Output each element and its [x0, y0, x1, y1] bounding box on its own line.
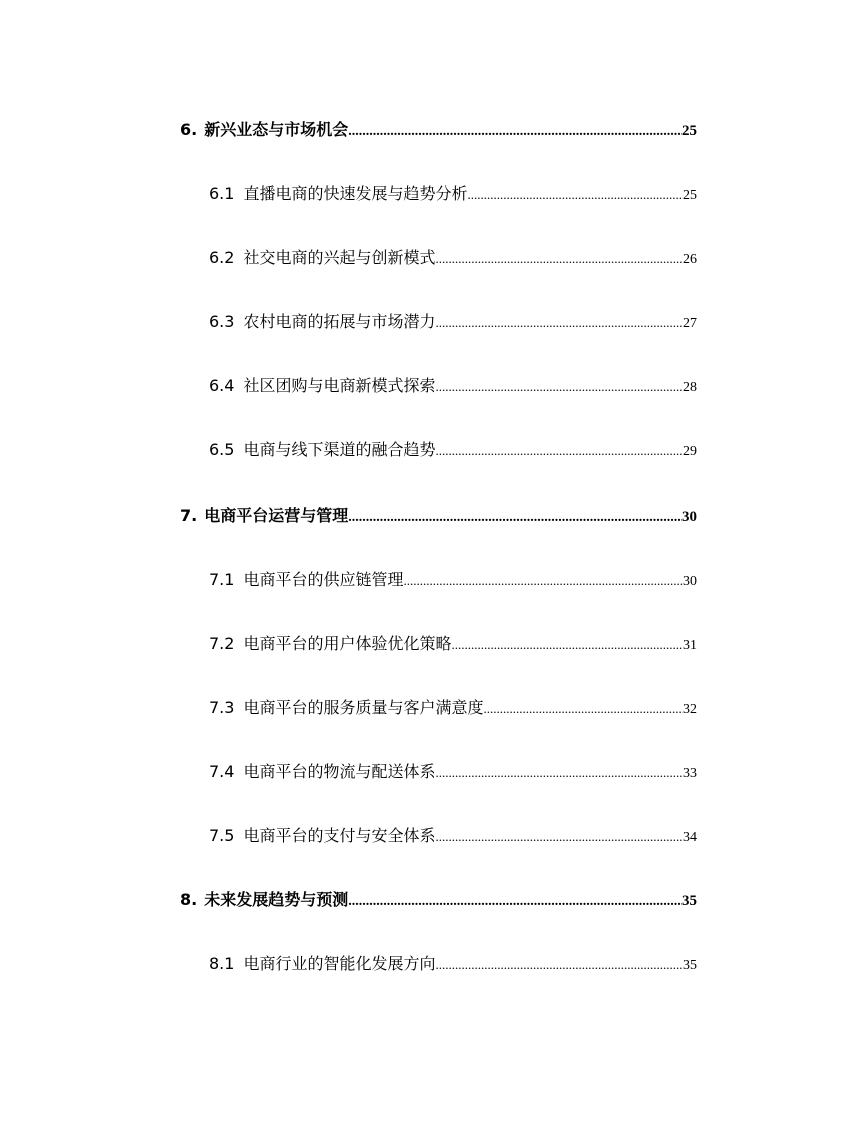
toc-dot-leader: [348, 889, 682, 915]
toc-dot-leader: [435, 246, 683, 272]
toc-page-number: 27: [683, 316, 697, 331]
toc-entry-number: 6.3: [209, 312, 235, 331]
toc-page-number: 35: [683, 958, 697, 973]
toc-entry-8-1[interactable]: [209, 951, 697, 977]
toc-entry-8[interactable]: [180, 887, 697, 913]
toc-page-number: 34: [683, 830, 697, 845]
toc-entry-title: 社区团购与电商新模式探索: [243, 376, 436, 395]
toc-entry-number: 7.2: [209, 634, 235, 653]
toc-entry-title: 电商平台的支付与安全体系: [243, 826, 436, 845]
toc-dot-leader: [451, 632, 683, 658]
toc-entry-title: 电商平台的供应链管理: [243, 570, 404, 589]
toc-entry-title: 电商平台的用户体验优化策略: [243, 634, 452, 653]
toc-entry-title: 电商平台的服务质量与客户满意度: [243, 698, 484, 717]
toc-entry-6-5[interactable]: [209, 437, 697, 463]
toc-dot-leader: [348, 505, 682, 531]
toc-entry-title: 直播电商的快速发展与趋势分析: [243, 184, 468, 203]
toc-entry-title: 电商与线下渠道的融合趋势: [243, 440, 436, 459]
toc-entry-number: 8.1: [209, 954, 235, 973]
toc-entry-6-1[interactable]: [209, 181, 697, 207]
toc-entry-number: 6.: [180, 120, 198, 139]
toc-page-number: 29: [683, 444, 697, 459]
toc-dot-leader: [467, 182, 683, 208]
toc-dot-leader: [435, 374, 683, 400]
toc-dot-leader: [435, 824, 683, 850]
toc-entry-6-4[interactable]: [209, 373, 697, 399]
toc-page-number: 25: [683, 188, 697, 203]
toc-entry-title: 电商平台的物流与配送体系: [243, 762, 436, 781]
toc-entry-number: 6.1: [209, 184, 235, 203]
toc-entry-7-1[interactable]: [209, 567, 697, 593]
toc-entry-number: 7.: [180, 506, 198, 525]
toc-entry-7-5[interactable]: [209, 823, 697, 849]
toc-dot-leader: [483, 696, 683, 722]
toc-entry-title: 电商平台运营与管理: [204, 506, 349, 525]
toc-page-number: 35: [682, 893, 697, 909]
toc-page-number: 32: [683, 702, 697, 717]
toc-entry-number: 7.3: [209, 698, 235, 717]
toc-dot-leader: [435, 760, 683, 786]
toc-entry-6[interactable]: [180, 117, 697, 143]
toc-dot-leader: [403, 568, 683, 594]
toc-dot-leader: [435, 952, 683, 978]
toc-entry-7-2[interactable]: [209, 631, 697, 657]
toc-page-number: 33: [683, 766, 697, 781]
toc-entry-number: 6.2: [209, 248, 235, 267]
toc-dot-leader: [435, 438, 683, 464]
toc-entry-title: 社交电商的兴起与创新模式: [243, 248, 436, 267]
toc-entry-7-4[interactable]: [209, 759, 697, 785]
toc-entry-title: 农村电商的拓展与市场潜力: [243, 312, 436, 331]
toc-entry-7-3[interactable]: [209, 695, 697, 721]
toc-entry-7[interactable]: [180, 503, 697, 529]
toc-page-number: 30: [682, 509, 697, 525]
toc-entry-number: 7.1: [209, 570, 235, 589]
toc-entry-number: 6.4: [209, 376, 235, 395]
toc-entry-title: 新兴业态与市场机会: [204, 120, 349, 139]
toc-dot-leader: [348, 119, 682, 145]
toc-entry-number: 7.5: [209, 826, 235, 845]
toc-entry-title: 未来发展趋势与预测: [204, 890, 349, 909]
toc-entry-number: 8.: [180, 890, 198, 909]
toc-dot-leader: [435, 310, 683, 336]
toc-entry-6-3[interactable]: [209, 309, 697, 335]
toc-entry-6-2[interactable]: [209, 245, 697, 271]
toc-page-number: 30: [683, 574, 697, 589]
toc-page-number: 31: [683, 638, 697, 653]
toc-page-number: 28: [683, 380, 697, 395]
toc-page-number: 26: [683, 252, 697, 267]
toc-entry-number: 6.5: [209, 440, 235, 459]
toc-page-number: 25: [682, 123, 697, 139]
toc-entry-title: 电商行业的智能化发展方向: [243, 954, 436, 973]
toc-entry-number: 7.4: [209, 762, 235, 781]
